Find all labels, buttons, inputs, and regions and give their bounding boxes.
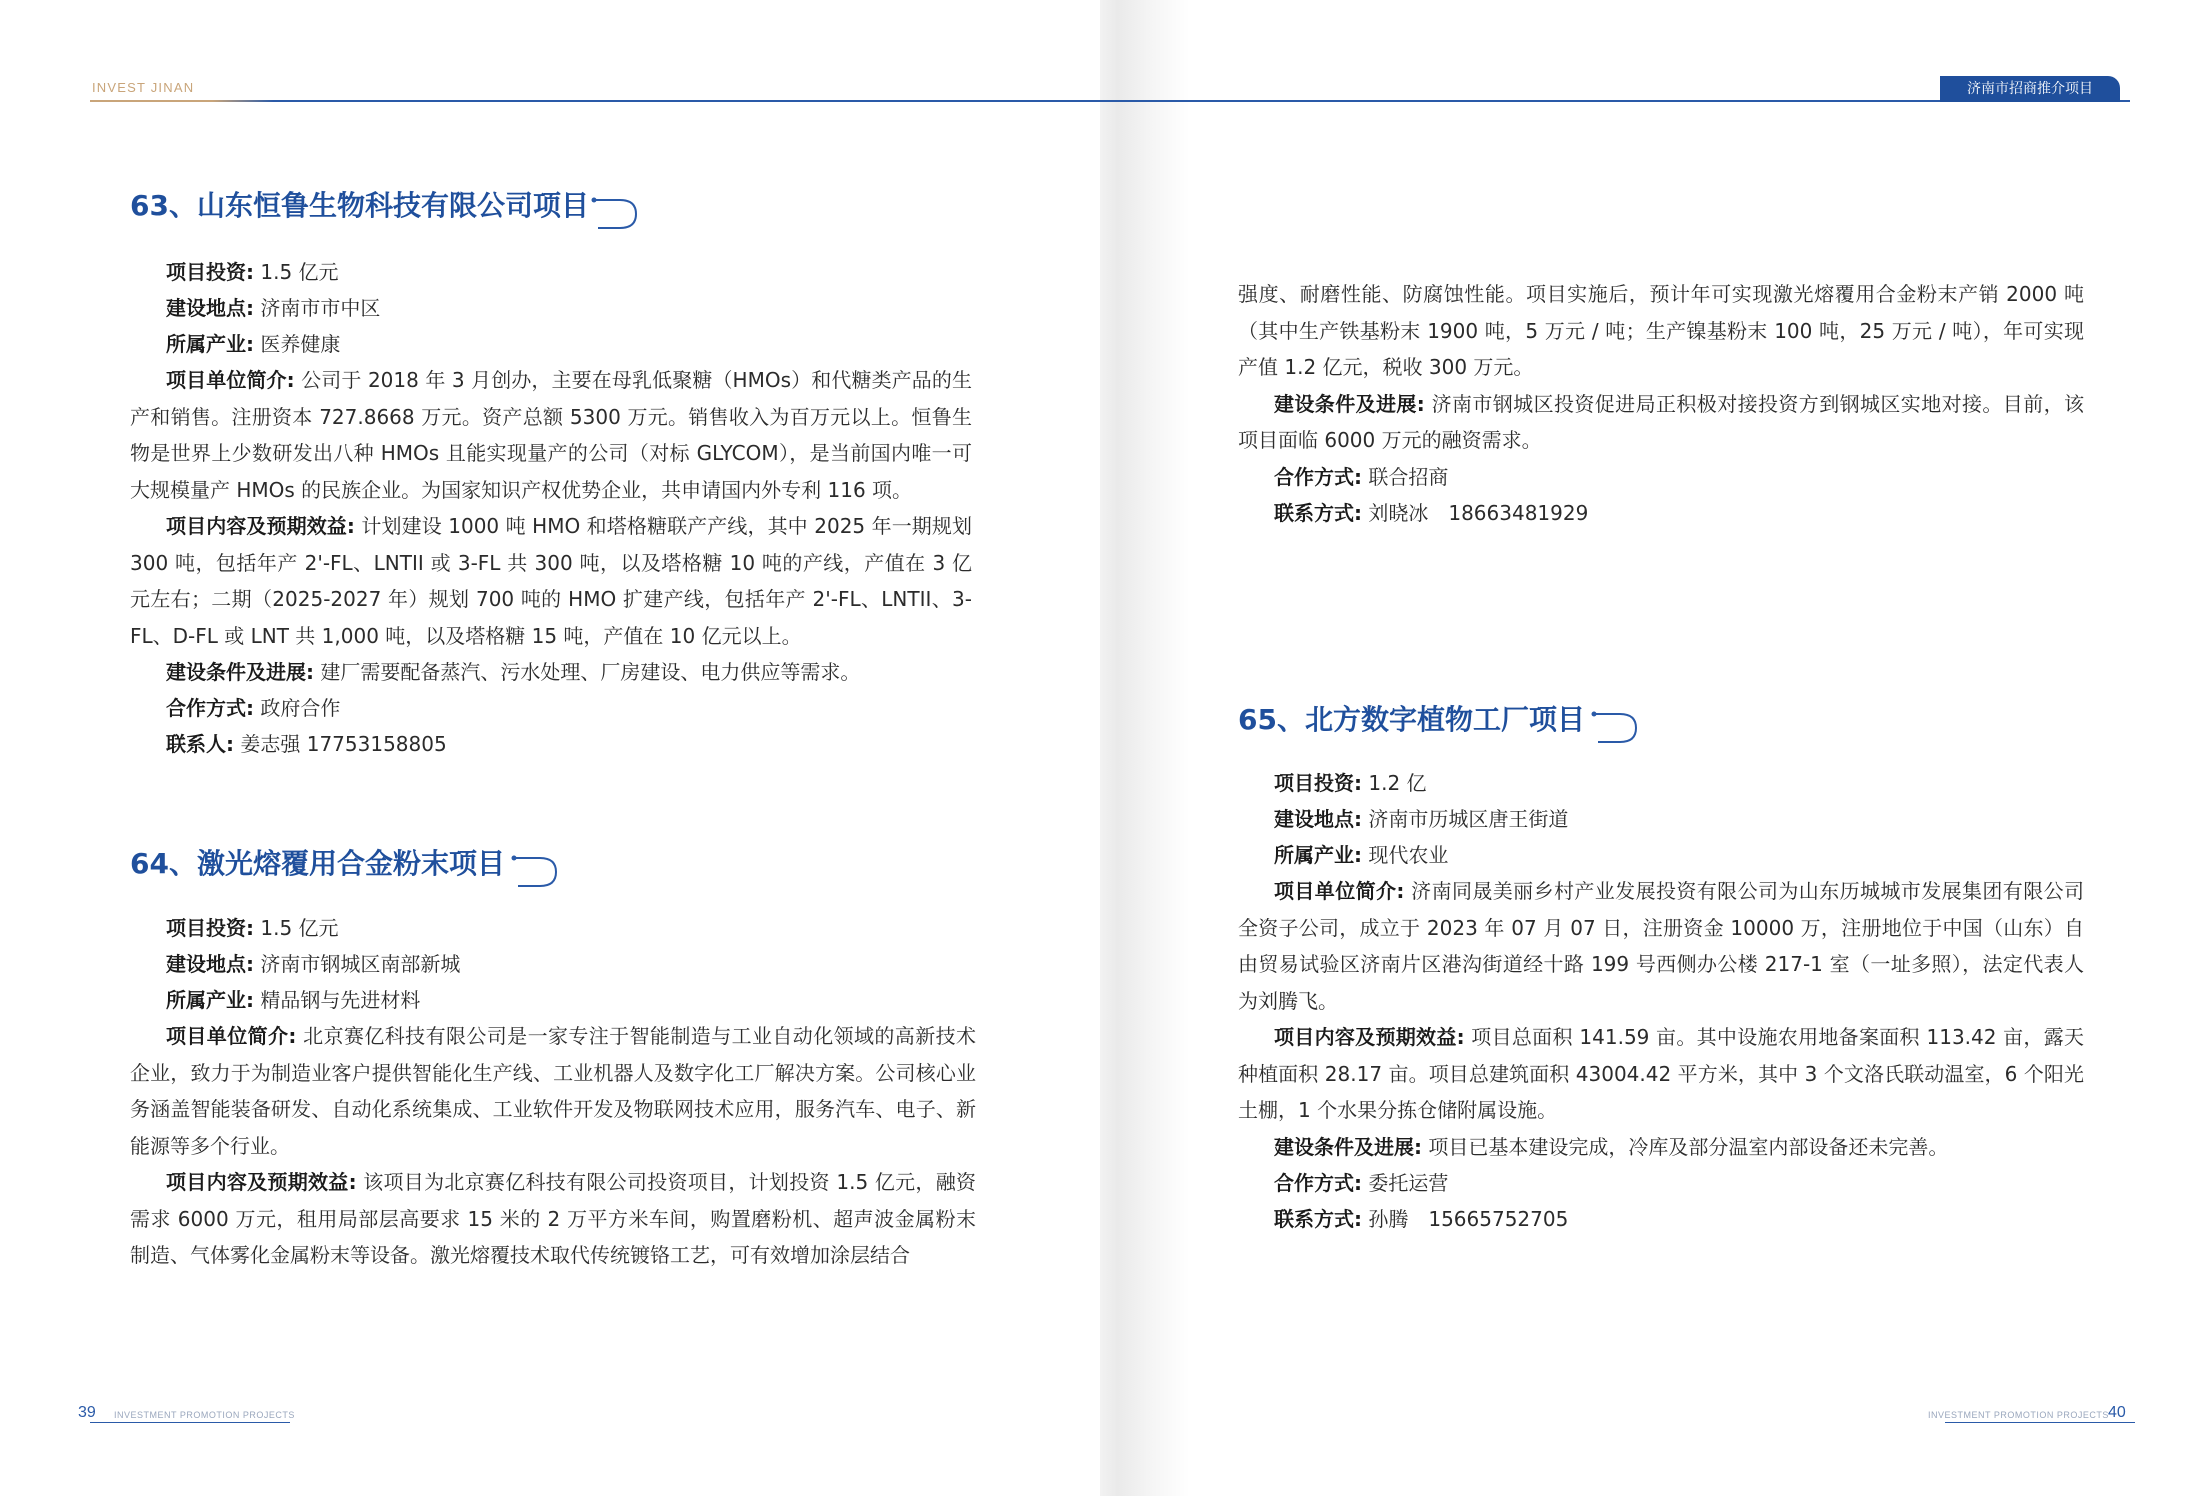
p64-intro-para: 项目单位简介: 北京赛亿科技有限公司是一家专注于智能制造与工业自动化领域的高新技术企业，致力于为制造业客户提供智能化生产线、工业机器人及数字化工厂解决方案。公司核心业务涵盖智能装备研发、自动化系统集成、工业软件开发及物联网技术应用，服务汽车、电子、新能源等多个行业。 [130,1024,977,1158]
project-64-body [130,910,976,1274]
project-64-continued [1238,276,2084,531]
p63-conditions-row: 建设条件及进展: 建厂需要配备蒸汽、污水处理、厂房建设、电力供应等需求。 [166,660,861,684]
p64-content-continued: 强度、耐磨性能、防腐蚀性能。项目实施后，预计年可实现激光熔覆用合金粉末产销 2000 吨（其中生产铁基粉末 1900 吨，5 万元 / 吨；生产镍基粉末 100 吨，25 万元 / 吨），年可实现产值 1.2 亿元，税收 300 万元。 [1238,282,2084,379]
p64-conditions-para: 建设条件及进展: 济南市钢城区投资促进局正积极对接投资方到钢城区实地对接。目前，该项目面临 6000 万元的融资需求。 [1238,391,2085,452]
p65-content-para: 项目内容及预期效益: 项目总面积 141.59 亩。其中设施农用地备案面积 113.42 亩，露天种植面积 28.17 亩。项目总建筑面积 43004.42 平方米，其中 3 个文洛氏联动温室，6 个阳光土棚，1 个水果分拣仓储附属设施。 [1238,1025,2085,1122]
footer-text-left: INVESTMENT PROMOTION PROJECTS [114,1410,295,1420]
p65-conditions-row: 建设条件及进展: 项目已基本建设完成，冷库及部分温室内部设备还未完善。 [1274,1134,1949,1159]
title-swoosh-icon [1590,710,1640,750]
p63-contact-row: 联系人: 姜志强 17753158805 [166,732,447,756]
p64-industry-row: 所属产业: 精品钢与先进材料 [166,988,421,1012]
section-title-64: 64、激光熔覆用合金粉末项目 [130,847,505,880]
p65-contact-row: 联系方式: 孙腾 15665752705 [1274,1206,1569,1231]
header-rule [90,100,2130,102]
p63-investment-row: 项目投资: 1.5 亿元 [166,260,339,284]
p64-investment-row: 项目投资: 1.5 亿元 [166,916,339,940]
footer-rule-right [1945,1422,2135,1423]
gutter-shadow [1100,0,1190,1496]
header-section-tab: 济南市招商推介项目 [1940,76,2120,102]
p64-contact-row: 联系方式: 刘晓冰 18663481929 [1274,500,1589,525]
right-page [1103,0,2205,1496]
project-65-body [1238,765,2084,1237]
section-title-63: 63、山东恒鲁生物科技有限公司项目 [130,189,589,222]
project-63-body [130,254,972,762]
p65-coop-row: 合作方式: 委托运营 [1274,1170,1449,1195]
p65-investment-row: 项目投资: 1.2 亿 [1274,771,1427,795]
footer-rule-left [90,1422,290,1423]
p63-intro-para: 项目单位简介: 公司于 2018 年 3 月创办，主要在母乳低聚糖（HMOs）和代糖类产品的生产和销售。注册资本 727.8668 万元。资产总额 5300 万元。销售收入为百万元以上。恒鲁生物是世界上少数研发出八种 HMOs 且能实现量产的公司（对标 GLYCOM），是当前国内唯一可大规模量产 HMOs 的民族企业。为国家知识产权优势企业，共申请国内外专利 116 项。 [130,368,973,502]
p63-content-para: 项目内容及预期效益: 计划建设 1000 吨 HMO 和塔格糖联产产线，其中 2025 年一期规划 300 吨，包括年产 2'-FL、LNTII 或 3-FL 共 300 吨，以及塔格糖 10 吨的产线，产值在 3 亿元左右；二期（2025-2027 年）规划 700 吨的 HMO 扩建产线，包括年产 2'-FL、LNTII、3-FL、D-FL 或 LNT 共 1,000 吨，以及塔格糖 15 吨，产值在 10 亿元以上。 [130,514,973,648]
section-title-65: 65、北方数字植物工厂项目 [1238,703,1585,736]
title-swoosh-icon [510,854,560,894]
page-number-left: 39 [78,1404,96,1421]
p63-industry-row: 所属产业: 医养健康 [166,332,341,356]
p65-industry-row: 所属产业: 现代农业 [1274,843,1449,867]
p63-location-row: 建设地点: 济南市市中区 [166,296,381,320]
p64-content-para: 项目内容及预期效益: 该项目为北京赛亿科技有限公司投资项目，计划投资 1.5 亿元，融资需求 6000 万元，租用局部层高要求 15 米的 2 万平方米车间，购置磨粉机、超声波金属粉末制造、气体雾化金属粉末等设备。激光熔覆技术取代传统镀铬工艺，可有效增加涂层结合 [130,1170,977,1267]
page-number-right: 40 [2108,1404,2126,1421]
header-invest-label: INVEST JINAN [92,80,195,95]
title-swoosh-icon [590,196,640,236]
footer-text-right: INVESTMENT PROMOTION PROJECTS [1928,1410,2109,1420]
p63-coop-row: 合作方式: 政府合作 [166,696,341,720]
p64-coop-row: 合作方式: 联合招商 [1274,464,1449,489]
p65-intro-para: 项目单位简介: 济南同晟美丽乡村产业发展投资有限公司为山东历城城市发展集团有限公司全资子公司，成立于 2023 年 07 月 07 日，注册资金 10000 万，注册地位于中国（山东）自由贸易试验区济南片区港沟街道经十路 199 号西侧办公楼 217-1 室（一址多照），法定代表人为刘腾飞。 [1238,879,2085,1013]
p65-location-row: 建设地点: 济南市历城区唐王街道 [1274,807,1569,831]
p64-location-row: 建设地点: 济南市钢城区南部新城 [166,952,461,976]
